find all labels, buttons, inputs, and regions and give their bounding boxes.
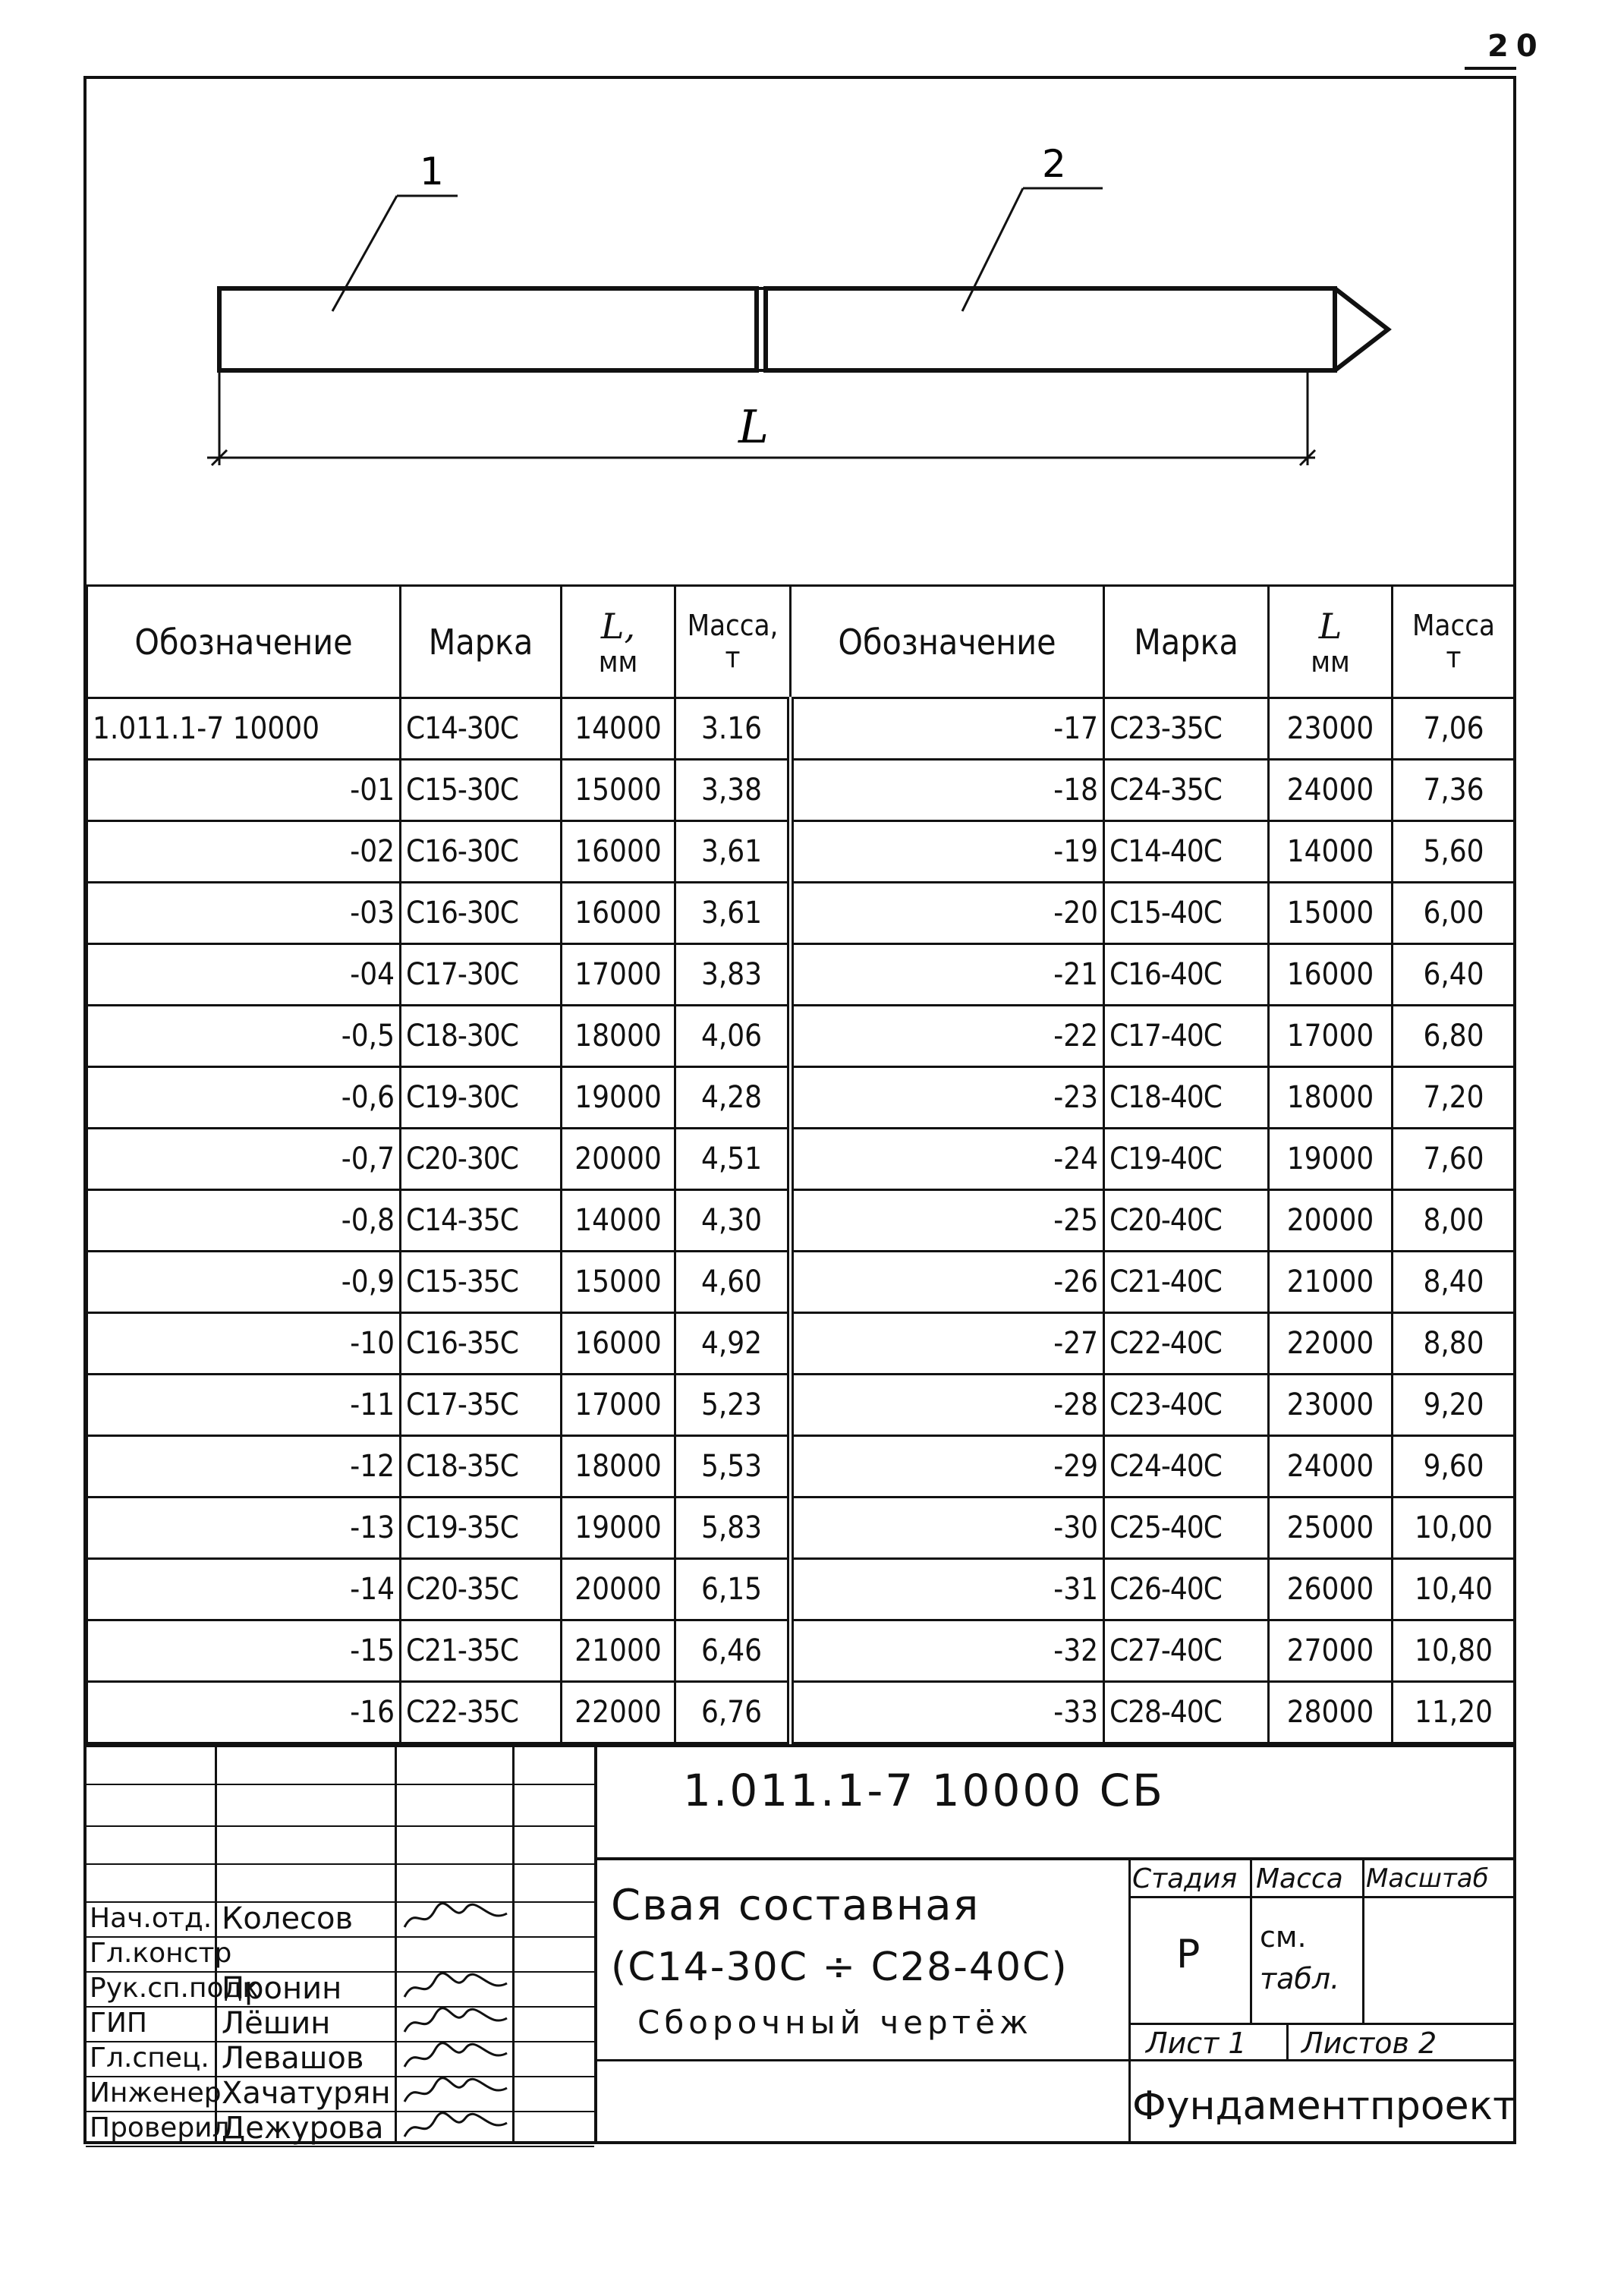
cell-mass: 5,83: [675, 1498, 791, 1559]
cell-mark: C18-35C: [401, 1436, 562, 1498]
cell-mark: C16-40C: [1104, 944, 1269, 1006]
signer-name: Дежурова: [222, 2111, 384, 2146]
cell-mark: C15-35C: [401, 1252, 562, 1313]
header-length-unit: мм: [598, 644, 638, 679]
signer-role: Инженер: [90, 2077, 222, 2109]
cell-code: -15: [87, 1620, 401, 1682]
cell-code: -0,6: [87, 1067, 401, 1129]
cell-mass: 8,00: [1393, 1190, 1515, 1252]
header-length-symbol: L,: [600, 605, 636, 647]
cell-code: -22: [791, 1006, 1104, 1067]
leader-1: [332, 196, 397, 311]
cell-mass: 5,60: [1393, 821, 1515, 883]
sheet-label: Лист 1: [1146, 2027, 1247, 2060]
signer-role: Проверил: [90, 2112, 230, 2143]
mass-value-1: см.: [1260, 1920, 1307, 1954]
page-number: 20: [1487, 29, 1545, 64]
cell-length: 20000: [562, 1559, 675, 1620]
table-row: [87, 698, 1515, 760]
cell-length: 22000: [562, 1682, 675, 1743]
cell-code: -26: [791, 1252, 1104, 1313]
cell-code: -17: [791, 698, 1104, 760]
cell-code: -01: [87, 760, 401, 821]
table-row: [87, 1313, 1515, 1375]
table-row: [87, 1498, 1515, 1559]
signer-name: Пронин: [222, 1971, 342, 2006]
cell-mark: C19-35C: [401, 1498, 562, 1559]
cell-length: 19000: [562, 1067, 675, 1129]
pile-section-1: [219, 288, 757, 370]
header-length-symbol-right: L: [1318, 605, 1342, 647]
cell-length: 18000: [562, 1436, 675, 1498]
cell-length: 16000: [562, 1313, 675, 1375]
cell-mark: C21-40C: [1104, 1252, 1269, 1313]
cell-length: 15000: [562, 760, 675, 821]
cell-mark: C23-40C: [1104, 1375, 1269, 1436]
cell-mark: C27-40C: [1104, 1620, 1269, 1682]
cell-mark: C23-35C: [1104, 698, 1269, 760]
cell-mass: 3,61: [675, 883, 791, 944]
signer-name: Хачатурян: [222, 2076, 391, 2111]
cell-mass: 11,20: [1393, 1682, 1515, 1743]
table-row: [87, 1252, 1515, 1313]
cell-mark: C14-35C: [401, 1190, 562, 1252]
cell-mass: 5,23: [675, 1375, 791, 1436]
cell-mass: 7,06: [1393, 698, 1515, 760]
signature-mark: [401, 1901, 515, 1935]
organization: Фундаментпроект: [1132, 2083, 1516, 2129]
cell-code: -29: [791, 1436, 1104, 1498]
cell-code: -25: [791, 1190, 1104, 1252]
cell-mass: 9,60: [1393, 1436, 1515, 1498]
table-row: [87, 1682, 1515, 1743]
cell-length: 27000: [1269, 1620, 1393, 1682]
header-length-unit-right: мм: [1311, 644, 1350, 679]
cell-mark: C21-35C: [401, 1620, 562, 1682]
header-mass-unit-right: т: [1446, 640, 1462, 674]
cell-mass: 9,20: [1393, 1375, 1515, 1436]
cell-length: 22000: [1269, 1313, 1393, 1375]
cell-length: 15000: [562, 1252, 675, 1313]
cell-length: 20000: [1269, 1190, 1393, 1252]
header-mass-unit: т: [725, 640, 741, 674]
signer-role: Гл.спец.: [90, 2042, 209, 2074]
cell-code: -13: [87, 1498, 401, 1559]
cell-code: -0,8: [87, 1190, 401, 1252]
cell-length: 16000: [562, 883, 675, 944]
cell-length: 18000: [1269, 1067, 1393, 1129]
cell-length: 23000: [1269, 698, 1393, 760]
cell-mass: 7,36: [1393, 760, 1515, 821]
cell-code: -32: [791, 1620, 1104, 1682]
cell-length: 14000: [1269, 821, 1393, 883]
cell-mark: C17-35C: [401, 1375, 562, 1436]
cell-code: -04: [87, 944, 401, 1006]
cell-mark: C25-40C: [1104, 1498, 1269, 1559]
cell-length: 26000: [1269, 1559, 1393, 1620]
cell-code: -19: [791, 821, 1104, 883]
cell-mark: C18-40C: [1104, 1067, 1269, 1129]
table-row: [87, 1620, 1515, 1682]
cell-code: -0,9: [87, 1252, 401, 1313]
table-row: [87, 1190, 1515, 1252]
document-code: 1.011.1-7 10000 СБ: [683, 1765, 1165, 1816]
cell-mass: 4,28: [675, 1067, 791, 1129]
cell-code: -10: [87, 1313, 401, 1375]
cell-code: 1.011.1-7 10000: [87, 698, 401, 760]
signer-row-line: [86, 2146, 594, 2147]
cell-mark: C18-30C: [401, 1006, 562, 1067]
header-mark-right: Марка: [1104, 586, 1269, 698]
cell-length: 16000: [1269, 944, 1393, 1006]
cell-code: -14: [87, 1559, 401, 1620]
sheets-label: Листов 2: [1301, 2027, 1437, 2060]
cell-mass: 6,15: [675, 1559, 791, 1620]
cell-code: -23: [791, 1067, 1104, 1129]
cell-mass: 3,83: [675, 944, 791, 1006]
cell-code: -20: [791, 883, 1104, 944]
cell-code: -16: [87, 1682, 401, 1743]
header-length-right: [1269, 586, 1393, 698]
cell-mark: C19-40C: [1104, 1129, 1269, 1190]
cell-mark: C26-40C: [1104, 1559, 1269, 1620]
signature-mark: [401, 2041, 515, 2074]
pile-drawing: [86, 78, 1514, 584]
header-mass-right: [1393, 586, 1515, 698]
cell-mark: C22-40C: [1104, 1313, 1269, 1375]
stage-label: Стадия: [1132, 1863, 1238, 1894]
signer-name: Лёшин: [222, 2006, 331, 2041]
title-line-2: (С14-30С ÷ С28-40С): [611, 1945, 1069, 1990]
leader-2: [962, 188, 1023, 311]
cell-mark: C22-35C: [401, 1682, 562, 1743]
cell-mark: C17-30C: [401, 944, 562, 1006]
cell-length: 24000: [1269, 1436, 1393, 1498]
cell-mark: C20-35C: [401, 1559, 562, 1620]
cell-mark: C17-40C: [1104, 1006, 1269, 1067]
cell-length: 21000: [1269, 1252, 1393, 1313]
cell-length: 17000: [562, 944, 675, 1006]
header-designation: Обозначение: [87, 586, 401, 698]
signature-mark: [401, 2076, 515, 2109]
cell-mark: C15-30C: [401, 760, 562, 821]
cell-mass: 4,60: [675, 1252, 791, 1313]
cell-code: -27: [791, 1313, 1104, 1375]
signer-role: Гл.констр: [90, 1938, 232, 1969]
cell-mark: C24-35C: [1104, 760, 1269, 821]
cell-mark: C20-30C: [401, 1129, 562, 1190]
table-row: [87, 883, 1515, 944]
cell-code: -30: [791, 1498, 1104, 1559]
signer-name: Левашов: [222, 2041, 364, 2076]
cell-length: 23000: [1269, 1375, 1393, 1436]
cell-mass: 4,92: [675, 1313, 791, 1375]
cell-code: -0,5: [87, 1006, 401, 1067]
cell-mark: C14-30C: [401, 698, 562, 760]
cell-mark: C24-40C: [1104, 1436, 1269, 1498]
cell-mark: C16-30C: [401, 883, 562, 944]
cell-mass: 6,00: [1393, 883, 1515, 944]
cell-mass: 3.16: [675, 698, 791, 760]
header-length: [562, 586, 675, 698]
cell-mark: C19-30C: [401, 1067, 562, 1129]
part-label-1: 1: [420, 150, 444, 194]
cell-length: 24000: [1269, 760, 1393, 821]
cell-mass: 8,80: [1393, 1313, 1515, 1375]
cell-code: -33: [791, 1682, 1104, 1743]
table-row: [87, 1375, 1515, 1436]
table-row: [87, 944, 1515, 1006]
pile-section-2: [766, 288, 1335, 370]
header-designation-right: Обозначение: [791, 586, 1104, 698]
table-row: [87, 1129, 1515, 1190]
length-label: L: [738, 401, 769, 454]
cell-mass: 5,53: [675, 1436, 791, 1498]
cell-code: -21: [791, 944, 1104, 1006]
signer-role: ГИП: [90, 2008, 147, 2039]
table-row: [87, 821, 1515, 883]
cell-code: -11: [87, 1375, 401, 1436]
stage-value: Р: [1176, 1932, 1201, 1977]
cell-length: 17000: [562, 1375, 675, 1436]
cell-mass: 10,00: [1393, 1498, 1515, 1559]
cell-mark: C20-40C: [1104, 1190, 1269, 1252]
cell-mass: 4,06: [675, 1006, 791, 1067]
table-row: [87, 1436, 1515, 1498]
cell-mass: 6,80: [1393, 1006, 1515, 1067]
cell-code: -12: [87, 1436, 401, 1498]
cell-length: 19000: [1269, 1129, 1393, 1190]
page-number-underline: [1465, 67, 1516, 70]
cell-mass: 7,60: [1393, 1129, 1515, 1190]
cell-length: 20000: [562, 1129, 675, 1190]
table-row: [87, 760, 1515, 821]
cell-code: -24: [791, 1129, 1104, 1190]
cell-length: 18000: [562, 1006, 675, 1067]
cell-length: 19000: [562, 1498, 675, 1559]
header-mark: Марка: [401, 586, 562, 698]
cell-code: -18: [791, 760, 1104, 821]
table-row: [87, 1067, 1515, 1129]
cell-code: -0,7: [87, 1129, 401, 1190]
signer-row-line: [86, 2006, 594, 2008]
signer-role: Рук.сп.подк: [90, 1973, 260, 2004]
header-mass: [675, 586, 791, 698]
title-line-1: Свая составная: [611, 1881, 980, 1930]
cell-mass: 10,80: [1393, 1620, 1515, 1682]
signer-name: Колесов: [222, 1901, 354, 1936]
cell-length: 21000: [562, 1620, 675, 1682]
cell-mark: C14-40C: [1104, 821, 1269, 883]
cell-length: 25000: [1269, 1498, 1393, 1559]
cell-mass: 6,46: [675, 1620, 791, 1682]
cell-mass: 6,40: [1393, 944, 1515, 1006]
mass-value-2: табл.: [1260, 1962, 1340, 1995]
specification-table: [86, 584, 1516, 1744]
cell-mark: C15-40C: [1104, 883, 1269, 944]
cell-mass: 3,61: [675, 821, 791, 883]
table-row: [87, 1559, 1515, 1620]
cell-length: 17000: [1269, 1006, 1393, 1067]
mass-label: Масса: [1256, 1863, 1343, 1894]
cell-mark: C16-35C: [401, 1313, 562, 1375]
cell-length: 14000: [562, 698, 675, 760]
cell-mass: 4,51: [675, 1129, 791, 1190]
cell-mass: 4,30: [675, 1190, 791, 1252]
cell-mass: 6,76: [675, 1682, 791, 1743]
title-line-3: Сборочный чертёж: [637, 2004, 1033, 2041]
header-mass-label-right: Масса: [1412, 608, 1495, 642]
part-label-2: 2: [1042, 142, 1066, 186]
cell-mass: 8,40: [1393, 1252, 1515, 1313]
cell-mass: 7,20: [1393, 1067, 1515, 1129]
table-row: [87, 1006, 1515, 1067]
cell-length: 28000: [1269, 1682, 1393, 1743]
signature-mark: [401, 2111, 515, 2144]
pile-tip: [1335, 288, 1388, 370]
cell-code: -28: [791, 1375, 1104, 1436]
cell-code: -03: [87, 883, 401, 944]
cell-mass: 3,38: [675, 760, 791, 821]
header-mass-label: Масса,: [687, 608, 779, 642]
signature-mark: [401, 1971, 515, 2005]
cell-code: -02: [87, 821, 401, 883]
scale-label: Масштаб: [1366, 1863, 1489, 1894]
cell-mark: C16-30C: [401, 821, 562, 883]
cell-length: 14000: [562, 1190, 675, 1252]
cell-mass: 10,40: [1393, 1559, 1515, 1620]
signature-mark: [401, 2006, 515, 2039]
cell-mark: C28-40C: [1104, 1682, 1269, 1743]
titleblock-top-line: [86, 1744, 1516, 1747]
cell-length: 15000: [1269, 883, 1393, 944]
signer-role: Нач.отд.: [90, 1903, 212, 1934]
cell-code: -31: [791, 1559, 1104, 1620]
cell-length: 16000: [562, 821, 675, 883]
